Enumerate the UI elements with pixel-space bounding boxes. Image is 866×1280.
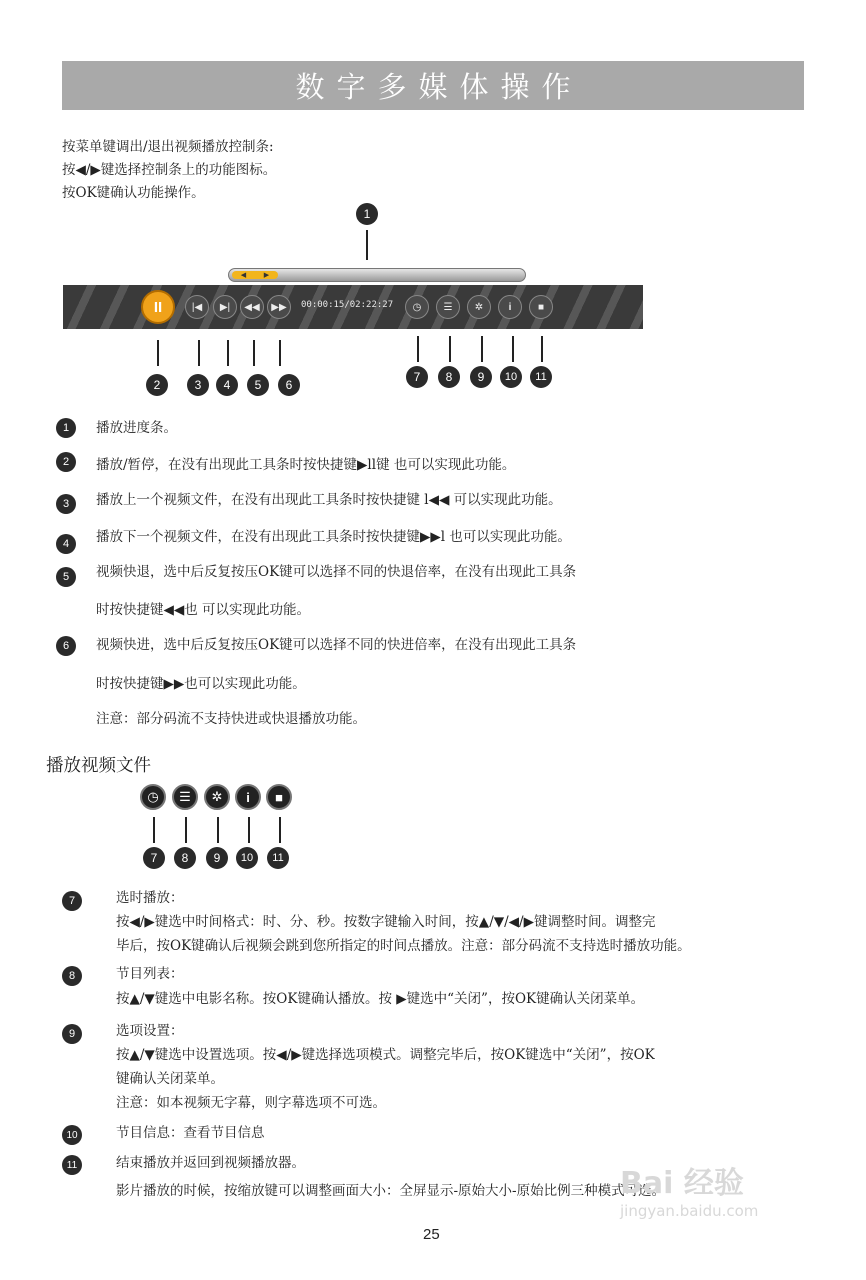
- item-badge-4: 4: [56, 534, 76, 554]
- icon-row-badge-7: 7: [143, 847, 165, 869]
- callout-badge-9: 9: [470, 366, 492, 388]
- callout-badge-8: 8: [438, 366, 460, 388]
- list-icon: ☰: [179, 789, 191, 804]
- control-bar: [63, 285, 643, 329]
- progress-fill: [232, 271, 278, 279]
- detail-9-title: 选项设置：: [116, 1023, 184, 1039]
- detail-7-line-2: 毕后，按OK键确认后视频会跳到您所指定的时间点播放。注意：部分码流不支持选时播放功能。: [116, 938, 691, 954]
- detail-7-line-1: 按◀/▶键选中时间格式：时、分、秒。按数字键输入时间，按▲/▼/◀/▶键调整时间。调整完: [116, 914, 656, 930]
- detail-9-line-2: 键确认关闭菜单。: [116, 1071, 224, 1087]
- item-badge-5: 5: [56, 567, 76, 587]
- item-5-text-line-1: 视频快退，选中后反复按压OK键可以选择不同的快退倍率，在没有出现此工具条: [96, 564, 577, 580]
- progress-left-arrow-icon: ◀: [240, 271, 247, 279]
- callout-line-11: [541, 336, 543, 362]
- clock-icon: ◷: [412, 301, 422, 313]
- previous-button[interactable]: [185, 295, 209, 319]
- progress-right-arrow-icon: ▶: [263, 271, 270, 279]
- settings-button[interactable]: [467, 295, 491, 319]
- detail-badge-9: 9: [62, 1024, 82, 1044]
- fast-forward-button[interactable]: [267, 295, 291, 319]
- callout-badge-4: 4: [216, 374, 238, 396]
- info-icon-button: [235, 784, 261, 810]
- icon-row-badge-11: 11: [267, 847, 289, 869]
- callout-line-1: [366, 230, 368, 260]
- settings-icon-button: [204, 784, 230, 810]
- intro-line-2: 按◀/▶键选择控制条上的功能图标。: [62, 162, 277, 178]
- callout-badge-5: 5: [247, 374, 269, 396]
- icon-row-badge-8: 8: [174, 847, 196, 869]
- detail-9-line-1: 按▲/▼键选中设置选项。按◀/▶键选择选项模式。调整完毕后，按OK键选中“关闭”，按OK: [116, 1047, 655, 1063]
- callout-badge-3: 3: [187, 374, 209, 396]
- detail-11-line-1: 结束播放并返回到视频播放器。: [116, 1155, 305, 1171]
- icon-row-badge-9: 9: [206, 847, 228, 869]
- fast-forward-icon: ▶▶: [271, 301, 287, 313]
- item-4-text: 播放下一个视频文件，在没有出现此工具条时按快捷键▶▶l 也可以实现此功能。: [96, 529, 571, 545]
- detail-8-title: 节目列表：: [116, 966, 184, 982]
- callout-badge-2: 2: [146, 374, 168, 396]
- callout-line-3: [198, 340, 200, 366]
- detail-11-line-2: 影片播放的时候，按缩放键可以调整画面大小：全屏显示-原始大小-原始比例三种模式可选。: [116, 1183, 666, 1199]
- item-6-text-line-1: 视频快进，选中后反复按压OK键可以选择不同的快进倍率，在没有出现此工具条: [96, 637, 577, 653]
- intro-line-1: 按菜单键调出/退出视频播放控制条:: [62, 139, 274, 155]
- note-fast-forward-rewind: 注意：部分码流不支持快进或快退播放功能。: [96, 711, 366, 727]
- item-badge-2: 2: [56, 452, 76, 472]
- next-button[interactable]: [213, 295, 237, 319]
- section-title-play-video: 播放视频文件: [46, 756, 151, 776]
- callout-badge-1: 1: [356, 203, 378, 225]
- detail-9-note: 注意：如本视频无字幕，则字幕选项不可选。: [116, 1095, 386, 1111]
- callout-line-6: [279, 340, 281, 366]
- intro-line-3: 按OK键确认功能操作。: [62, 185, 205, 201]
- list-icon: ☰: [443, 301, 453, 313]
- item-badge-6: 6: [56, 636, 76, 656]
- gear-icon: ✲: [474, 301, 484, 313]
- icon-row-line-7: [153, 817, 155, 843]
- item-badge-1: 1: [56, 418, 76, 438]
- previous-icon: |◀: [191, 301, 203, 313]
- watermark-url: jingyan.baidu.com: [620, 1202, 759, 1220]
- callout-line-10: [512, 336, 514, 362]
- detail-badge-11: 11: [62, 1155, 82, 1175]
- page-title: 数字多媒体操作: [295, 70, 583, 104]
- item-2-text: 播放/暂停，在没有出现此工具条时按快捷键▶ll键 也可以实现此功能。: [96, 457, 516, 473]
- next-icon: ▶|: [219, 301, 231, 313]
- time-seek-icon-button: [140, 784, 166, 810]
- callout-badge-7: 7: [406, 366, 428, 388]
- rewind-button[interactable]: [240, 295, 264, 319]
- icon-row-line-10: [248, 817, 250, 843]
- callout-badge-11: 11: [530, 366, 552, 388]
- rewind-icon: ◀◀: [244, 301, 260, 313]
- item-6-text-line-2: 时按快捷键▶▶也可以实现此功能。: [96, 676, 306, 692]
- play-pause-button[interactable]: [141, 290, 175, 324]
- playlist-button[interactable]: [436, 295, 460, 319]
- detail-badge-10: 10: [62, 1125, 82, 1145]
- icon-row-line-8: [185, 817, 187, 843]
- page-header: [62, 61, 804, 110]
- item-1-text: 播放进度条。: [96, 420, 177, 436]
- item-badge-3: 3: [56, 494, 76, 514]
- detail-8-line-1: 按▲/▼键选中电影名称。按OK键确认播放。按 ▶键选中“关闭”，按OK键确认关闭菜单。: [116, 991, 645, 1007]
- info-icon: i: [246, 789, 250, 805]
- callout-line-7: [417, 336, 419, 362]
- icon-row-line-11: [279, 817, 281, 843]
- time-display: 00:00:15/02:22:27: [301, 300, 394, 310]
- callout-line-4: [227, 340, 229, 366]
- detail-badge-8: 8: [62, 966, 82, 986]
- watermark-logo-text: Bai 经验: [620, 1166, 744, 1201]
- clock-icon: ◷: [147, 789, 159, 804]
- stop-button[interactable]: [529, 295, 553, 319]
- stop-icon: ■: [537, 301, 545, 313]
- baidu-watermark: [620, 1158, 758, 1220]
- item-3-text: 播放上一个视频文件，在没有出现此工具条时按快捷键 l◀◀ 可以实现此功能。: [96, 492, 562, 508]
- detail-badge-7: 7: [62, 891, 82, 911]
- callout-badge-6: 6: [278, 374, 300, 396]
- icon-row-badge-10: 10: [236, 847, 258, 869]
- info-icon: i: [508, 301, 512, 313]
- stop-icon: ■: [275, 789, 283, 805]
- time-seek-button[interactable]: [405, 295, 429, 319]
- playlist-icon-button: [172, 784, 198, 810]
- stop-icon-button: [266, 784, 292, 810]
- icon-row-line-9: [217, 817, 219, 843]
- callout-line-5: [253, 340, 255, 366]
- callout-line-2: [157, 340, 159, 366]
- callout-line-9: [481, 336, 483, 362]
- gear-icon: ✲: [211, 789, 223, 804]
- progress-bar[interactable]: [228, 268, 526, 282]
- item-5-text-line-2: 时按快捷键◀◀也 可以实现此功能。: [96, 602, 311, 618]
- info-button[interactable]: [498, 295, 522, 319]
- detail-7-title: 选时播放：: [116, 890, 184, 906]
- callout-line-8: [449, 336, 451, 362]
- detail-10-text: 节目信息：查看节目信息: [116, 1125, 265, 1141]
- pause-icon: II: [153, 298, 163, 316]
- callout-badge-10: 10: [500, 366, 522, 388]
- page-number: 25: [423, 1226, 440, 1243]
